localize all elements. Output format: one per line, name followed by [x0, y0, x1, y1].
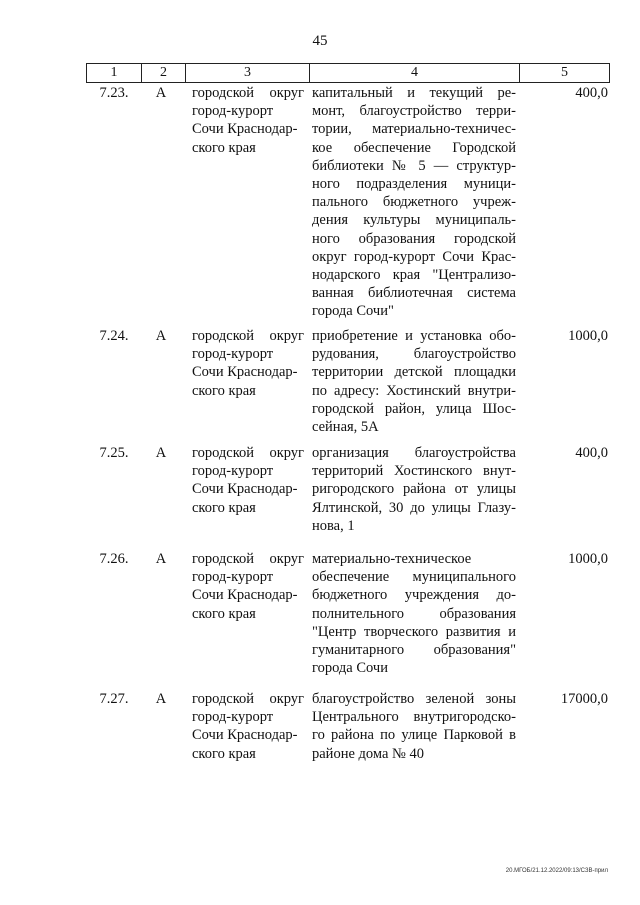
row-description — [312, 327, 516, 436]
district-line: ского края — [192, 745, 256, 762]
row-number: 7.23. — [99, 85, 129, 101]
description-line: кое обеспечение Городской — [312, 139, 516, 156]
description-line: пального бюджетного учреж- — [312, 194, 516, 211]
table-header — [86, 63, 610, 83]
description-line: территорий Хостинского внут- — [312, 463, 516, 480]
row-number: 7.25. — [99, 445, 129, 461]
description-line: обеспечение муниципального — [312, 569, 516, 586]
row-number: 7.26. — [99, 551, 129, 567]
description-line: тории, материально-техничес- — [312, 121, 516, 138]
district-line: ского края — [192, 499, 256, 516]
header-col-4: 4 — [310, 64, 520, 82]
row-description — [312, 84, 516, 321]
row-category: А — [155, 445, 167, 461]
row-amount: 400,0 — [575, 445, 608, 461]
district-line: город-курорт — [192, 103, 274, 120]
district-line: город-курорт — [192, 569, 274, 586]
description-line: "Центр творческого развития и — [312, 623, 516, 640]
row-district — [192, 550, 304, 623]
district-line: городской округ — [192, 691, 304, 707]
description-line: бюджетного учреждения до- — [312, 587, 516, 604]
description-line: библиотеки № 5 — структур- — [312, 157, 516, 174]
description-line: организация благоустройства — [312, 445, 516, 461]
footer-document-code: 20.МГОБ/21.12.2022/09:13/СЗВ-прил — [505, 868, 608, 874]
district-line: городской округ — [192, 85, 304, 101]
description-line: территории детской площадки — [312, 364, 516, 381]
district-line: ского края — [192, 139, 256, 156]
district-line: ского края — [192, 382, 256, 399]
description-line: Ялтинской, 30 до улицы Глазу- — [312, 499, 516, 516]
row-amount: 17000,0 — [560, 691, 608, 707]
row-amount: 1000,0 — [568, 551, 608, 567]
description-line: округ город-курорт Сочи Крас- — [312, 248, 516, 265]
description-line: материально-техническое — [312, 551, 472, 567]
header-col-1: 1 — [86, 64, 142, 82]
row-district — [192, 690, 304, 763]
description-line: капитальный и текущий ре- — [312, 85, 516, 101]
district-line: город-курорт — [192, 346, 274, 363]
row-district — [192, 84, 304, 157]
district-line: Сочи Краснодар- — [192, 587, 298, 604]
description-line: гуманитарного образования" — [312, 642, 516, 659]
district-line: Сочи Краснодар- — [192, 481, 298, 498]
header-col-2: 2 — [142, 64, 186, 82]
row-category: А — [155, 551, 167, 567]
page-number: 45 — [312, 33, 328, 49]
description-line: ванная библиотечная система — [312, 285, 516, 302]
description-line: ного образования городской — [312, 230, 516, 247]
description-line: ного подразделения муници- — [312, 176, 516, 193]
row-district — [192, 444, 304, 517]
district-line: городской округ — [192, 328, 304, 344]
description-line: сейная, 5А — [312, 419, 379, 436]
district-line: городской округ — [192, 445, 304, 461]
row-category: А — [155, 328, 167, 344]
row-amount: 1000,0 — [568, 328, 608, 344]
description-line: монт, благоустройство терри- — [312, 103, 516, 120]
description-line: полнительного образования — [312, 605, 516, 622]
district-line: Сочи Краснодар- — [192, 364, 298, 381]
description-line: приобретение и установка обо- — [312, 328, 516, 344]
description-line: рудования, благоустройство — [312, 346, 516, 363]
row-category: А — [155, 691, 167, 707]
description-line: ригородского района от улицы — [312, 481, 516, 498]
row-description — [312, 550, 516, 677]
description-line: городской район, улица Шос- — [312, 400, 516, 417]
description-line: города Сочи — [312, 660, 388, 677]
district-line: город-курорт — [192, 463, 274, 480]
district-line: город-курорт — [192, 709, 274, 726]
row-category: А — [155, 85, 167, 101]
row-number: 7.27. — [99, 691, 129, 707]
row-description — [312, 690, 516, 763]
description-line: Центрального внутригородско- — [312, 709, 516, 726]
description-line: нова, 1 — [312, 517, 355, 534]
district-line: городской округ — [192, 551, 304, 567]
district-line: Сочи Краснодар- — [192, 727, 298, 744]
row-district — [192, 327, 304, 400]
description-line: го района по улице Парковой в — [312, 727, 516, 744]
description-line: благоустройство зеленой зоны — [312, 691, 516, 707]
district-line: Сочи Краснодар- — [192, 121, 298, 138]
row-amount: 400,0 — [575, 85, 608, 101]
description-line: районе дома № 40 — [312, 745, 424, 762]
description-line: нодарского края "Централизо- — [312, 267, 516, 284]
header-col-5: 5 — [520, 64, 610, 82]
description-line: города Сочи" — [312, 303, 394, 320]
district-line: ского края — [192, 605, 256, 622]
row-description — [312, 444, 516, 535]
description-line: дения культуры муниципаль- — [312, 212, 516, 229]
description-line: по адресу: Хостинский внутри- — [312, 382, 516, 399]
row-number: 7.24. — [99, 328, 129, 344]
header-col-3: 3 — [186, 64, 310, 82]
